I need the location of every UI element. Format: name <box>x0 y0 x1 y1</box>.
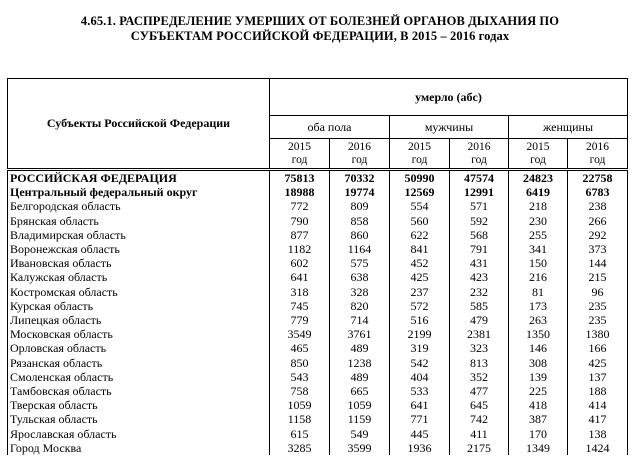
table-row <box>8 185 628 199</box>
table-cell: 860 <box>330 228 390 242</box>
table-row <box>8 285 628 299</box>
table-cell: 602 <box>270 256 330 270</box>
table-cell: 2175 <box>450 441 509 455</box>
table-cell: 445 <box>390 427 450 441</box>
table-cell: 341 <box>509 242 568 256</box>
table-cell: 6783 <box>568 185 628 199</box>
table-cell: 138 <box>568 427 628 441</box>
subject-name: Город Москва <box>8 441 270 455</box>
table-row <box>8 270 628 284</box>
table-cell: 266 <box>568 214 628 228</box>
table-cell: 318 <box>270 285 330 299</box>
year-value: 2016 <box>586 140 609 153</box>
table-cell: 215 <box>568 270 628 284</box>
table-cell: 414 <box>568 398 628 412</box>
table-cell: 319 <box>390 341 450 355</box>
table-cell: 1349 <box>509 441 568 455</box>
table-cell: 216 <box>509 270 568 284</box>
subjects-header: Субъекты Российской Федерации <box>8 79 270 170</box>
table-cell: 477 <box>450 384 509 398</box>
table-cell: 418 <box>509 398 568 412</box>
table-cell: 411 <box>450 427 509 441</box>
table-cell: 489 <box>330 341 390 355</box>
table-cell: 877 <box>270 228 330 242</box>
table-cell: 235 <box>568 299 628 313</box>
table-cell: 328 <box>330 285 390 299</box>
subject-name: Ивановская область <box>8 256 270 270</box>
table-title <box>0 14 640 44</box>
table-cell: 352 <box>450 370 509 384</box>
table-cell: 542 <box>390 356 450 370</box>
table-cell: 2381 <box>450 327 509 341</box>
table-cell: 3285 <box>270 441 330 455</box>
group-header: оба пола <box>270 116 390 139</box>
table-cell: 745 <box>270 299 330 313</box>
table-cell: 465 <box>270 341 330 355</box>
table-cell: 758 <box>270 384 330 398</box>
table-cell: 790 <box>270 214 330 228</box>
table-title-line-1: 4.65.1. РАСПРЕДЕЛЕНИЕ УМЕРШИХ ОТ БОЛЕЗНЕЙ ОРГАНОВ ДЫХАНИЯ ПО <box>80 14 560 28</box>
table-cell: 585 <box>450 299 509 313</box>
subject-name: Центральный федеральный округ <box>8 185 270 199</box>
table-cell: 1424 <box>568 441 628 455</box>
subject-name: Липецкая область <box>8 313 270 327</box>
year-header <box>270 139 330 170</box>
table-cell: 645 <box>450 398 509 412</box>
table-cell: 779 <box>270 313 330 327</box>
table-cell: 417 <box>568 412 628 426</box>
table-cell: 3549 <box>270 327 330 341</box>
group-header: мужчины <box>390 116 509 139</box>
table-cell: 571 <box>450 199 509 213</box>
table-cell: 218 <box>509 199 568 213</box>
subject-name: Воронежская область <box>8 242 270 256</box>
table-row <box>8 256 628 270</box>
table-cell: 568 <box>450 228 509 242</box>
subject-name: Орловская область <box>8 341 270 355</box>
table-cell: 3599 <box>330 441 390 455</box>
table-cell: 150 <box>509 256 568 270</box>
table-cell: 70332 <box>330 170 390 186</box>
table-cell: 489 <box>330 370 390 384</box>
table-cell: 425 <box>568 356 628 370</box>
table-cell: 188 <box>568 384 628 398</box>
table-cell: 665 <box>330 384 390 398</box>
table-row <box>8 228 628 242</box>
table-row <box>8 299 628 313</box>
table-row <box>8 441 628 455</box>
table-cell: 12569 <box>390 185 450 199</box>
table-row <box>8 341 628 355</box>
table-cell: 387 <box>509 412 568 426</box>
table-cell: 771 <box>390 412 450 426</box>
table-cell: 850 <box>270 356 330 370</box>
table-row <box>8 412 628 426</box>
year-header <box>568 139 628 170</box>
table-cell: 791 <box>450 242 509 256</box>
subject-name: Калужская область <box>8 270 270 284</box>
table-cell: 554 <box>390 199 450 213</box>
table-cell: 1059 <box>330 398 390 412</box>
table-cell: 235 <box>568 313 628 327</box>
died-header: умерло (абс) <box>270 79 628 116</box>
table-row <box>8 170 628 186</box>
subject-name: Тамбовская область <box>8 384 270 398</box>
table-cell: 1158 <box>270 412 330 426</box>
table-row <box>8 214 628 228</box>
subject-name: Белгородская область <box>8 199 270 213</box>
table-cell: 641 <box>270 270 330 284</box>
year-header <box>330 139 390 170</box>
table-cell: 323 <box>450 341 509 355</box>
year-value: 2015 <box>288 140 311 153</box>
table-cell: 1936 <box>390 441 450 455</box>
table-cell: 6419 <box>509 185 568 199</box>
subject-name: Рязанская область <box>8 356 270 370</box>
table-row <box>8 356 628 370</box>
table-cell: 232 <box>450 285 509 299</box>
table-cell: 139 <box>509 370 568 384</box>
subject-name: Московская область <box>8 327 270 341</box>
subject-name: Тверская область <box>8 398 270 412</box>
year-unit: год <box>471 153 487 166</box>
table-cell: 19774 <box>330 185 390 199</box>
table-row <box>8 370 628 384</box>
table-cell: 146 <box>509 341 568 355</box>
table-cell: 1164 <box>330 242 390 256</box>
table-cell: 1182 <box>270 242 330 256</box>
table-cell: 50990 <box>390 170 450 186</box>
table-cell: 841 <box>390 242 450 256</box>
table-cell: 96 <box>568 285 628 299</box>
table-cell: 22758 <box>568 170 628 186</box>
table-cell: 81 <box>509 285 568 299</box>
year-value: 2015 <box>408 140 431 153</box>
table-cell: 24823 <box>509 170 568 186</box>
table-cell: 820 <box>330 299 390 313</box>
table-cell: 263 <box>509 313 568 327</box>
table-cell: 772 <box>270 199 330 213</box>
table-cell: 18988 <box>270 185 330 199</box>
year-unit: год <box>530 153 546 166</box>
group-header: женщины <box>509 116 628 139</box>
table-cell: 75813 <box>270 170 330 186</box>
subject-name: Ярославская область <box>8 427 270 441</box>
table-cell: 543 <box>270 370 330 384</box>
table-cell: 373 <box>568 242 628 256</box>
table-cell: 1159 <box>330 412 390 426</box>
subject-name: Курская область <box>8 299 270 313</box>
year-value: 2016 <box>467 140 491 153</box>
table-cell: 742 <box>450 412 509 426</box>
table-cell: 144 <box>568 256 628 270</box>
table-row <box>8 242 628 256</box>
table-cell: 714 <box>330 313 390 327</box>
table-cell: 1380 <box>568 327 628 341</box>
table-cell: 549 <box>330 427 390 441</box>
table-cell: 1059 <box>270 398 330 412</box>
table-cell: 12991 <box>450 185 509 199</box>
table-cell: 615 <box>270 427 330 441</box>
table-cell: 238 <box>568 199 628 213</box>
subject-name: РОССИЙСКАЯ ФЕДЕРАЦИЯ <box>8 170 270 186</box>
table-cell: 592 <box>450 214 509 228</box>
table-cell: 452 <box>390 256 450 270</box>
subject-name: Владимирская область <box>8 228 270 242</box>
table-cell: 170 <box>509 427 568 441</box>
table-cell: 423 <box>450 270 509 284</box>
table-row <box>8 327 628 341</box>
year-unit: год <box>589 153 606 166</box>
mortality-table <box>7 78 628 455</box>
table-cell: 1350 <box>509 327 568 341</box>
subject-name: Брянская область <box>8 214 270 228</box>
table-cell: 237 <box>390 285 450 299</box>
table-row <box>8 384 628 398</box>
year-header <box>450 139 509 170</box>
table-cell: 858 <box>330 214 390 228</box>
table-cell: 516 <box>390 313 450 327</box>
table-cell: 255 <box>509 228 568 242</box>
table-cell: 479 <box>450 313 509 327</box>
table-row <box>8 313 628 327</box>
table-cell: 166 <box>568 341 628 355</box>
table-cell: 230 <box>509 214 568 228</box>
table-cell: 809 <box>330 199 390 213</box>
table-title-line-2: СУБЪЕКТАМ РОССИЙСКОЙ ФЕДЕРАЦИИ, В 2015 – 2016 годах <box>130 29 510 43</box>
year-header <box>390 139 450 170</box>
subject-name: Смоленская область <box>8 370 270 384</box>
table-cell: 560 <box>390 214 450 228</box>
table-cell: 622 <box>390 228 450 242</box>
table-cell: 572 <box>390 299 450 313</box>
year-value: 2016 <box>348 140 371 153</box>
table-cell: 575 <box>330 256 390 270</box>
year-unit: год <box>411 153 428 166</box>
table-cell: 308 <box>509 356 568 370</box>
table-cell: 425 <box>390 270 450 284</box>
table-cell: 225 <box>509 384 568 398</box>
table-cell: 137 <box>568 370 628 384</box>
subject-name: Тульская область <box>8 412 270 426</box>
table-cell: 431 <box>450 256 509 270</box>
table-cell: 533 <box>390 384 450 398</box>
table-cell: 404 <box>390 370 450 384</box>
table-cell: 47574 <box>450 170 509 186</box>
table-cell: 641 <box>390 398 450 412</box>
year-header <box>509 139 568 170</box>
table-cell: 2199 <box>390 327 450 341</box>
table-cell: 813 <box>450 356 509 370</box>
table-cell: 173 <box>509 299 568 313</box>
table-row <box>8 398 628 412</box>
table-row <box>8 199 628 213</box>
year-unit: год <box>291 153 308 166</box>
table-row <box>8 427 628 441</box>
year-value: 2015 <box>526 140 550 153</box>
year-unit: год <box>351 153 368 166</box>
table-cell: 292 <box>568 228 628 242</box>
table-cell: 3761 <box>330 327 390 341</box>
subject-name: Костромская область <box>8 285 270 299</box>
table-cell: 638 <box>330 270 390 284</box>
table-cell: 1238 <box>330 356 390 370</box>
